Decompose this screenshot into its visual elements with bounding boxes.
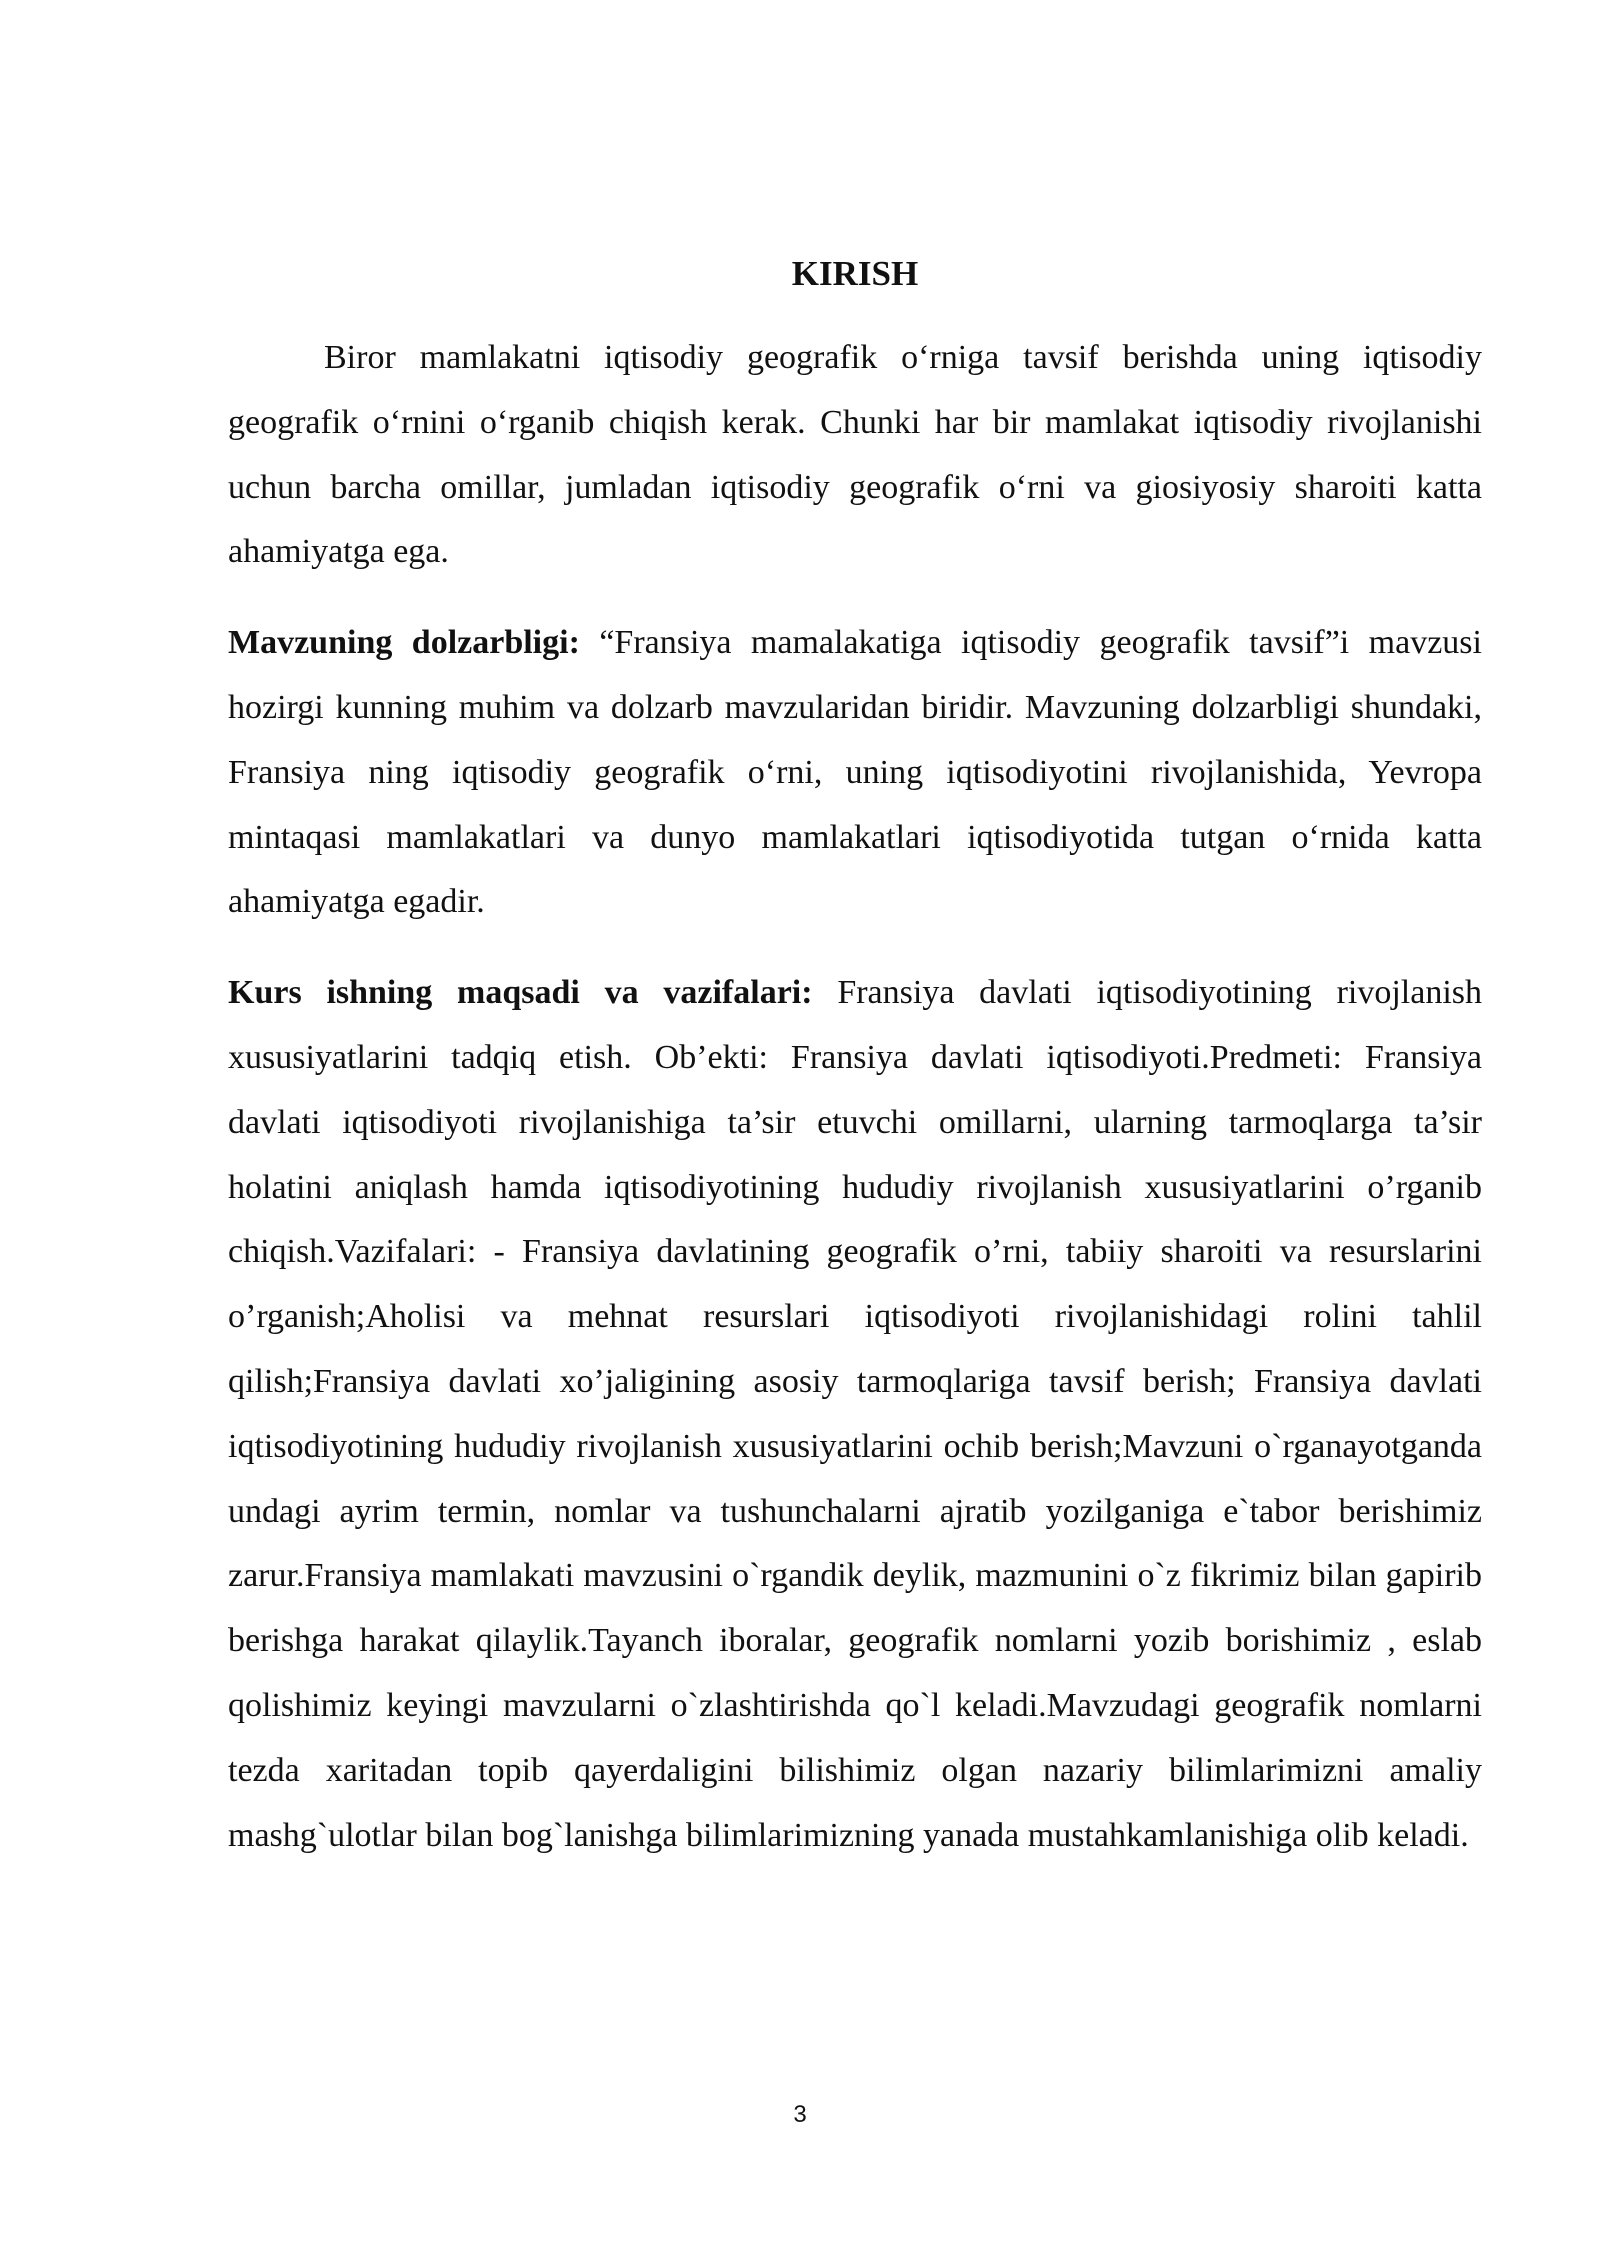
relevance-heading: Mavzuning dolzarbligi:	[228, 624, 580, 662]
intro-paragraph-text: Biror mamlakatni iqtisodiy geografik o‘rniga tavsif berishda uning iqtisodiy geografik o‘rnini o‘rganib chiqish kerak. Chunki har bir mamlakat iqtisodiy rivojlanishi uchun barcha omillar, jumladan iqtisodiy geografik o‘rni va giosiyosiy sharoiti katta ahamiyatga ega.	[228, 339, 1482, 571]
page-title: KIRISH	[791, 254, 919, 293]
relevance-paragraph	[228, 611, 1482, 935]
relevance-paragraph-text: “Fransiya mamalakatiga iqtisodiy geografik tavsif”i mavzusi hozirgi kunning muhim va dolzarb mavzularidan biridir. Mavzuning dolzarbligi shundaki, Fransiya ning iqtisodiy geografik o‘rni, uning iqtisodiyotini rivojlanishida, Yevropa mintaqasi mamlakatlari va dunyo mamlakatlari iqtisodiyotida tutgan o‘rnida katta ahamiyatga egadir.	[228, 624, 1482, 921]
page-content	[228, 252, 1482, 1868]
page-number: 3	[793, 2101, 807, 2128]
goals-paragraph	[228, 961, 1482, 1868]
goals-heading: Kurs ishning maqsadi va vazifalari:	[228, 974, 813, 1012]
goals-paragraph-text: Fransiya davlati iqtisodiyotining rivojlanish xususiyatlarini tadqiq etish. Ob’ekti: Fransiya davlati iqtisodiyoti.Predmeti: Fransiya davlati iqtisodiyoti rivojlanishiga ta’sir etuvchi omillarni, ularning tarmoqlarga ta’sir holatini aniqlash hamda iqtisodiyotining hududiy rivojlanish xususiyatlarini o’rganib chiqish.Vazifalari: - Fransiya davlatining geografik o’rni, tabiiy sharoiti va resurslarini o’rganish;Aholisi va mehnat resurslari iqtisodiyoti rivojlanishidagi rolini tahlil qilish;Fransiya davlati xo’jaligining asosiy tarmoqlariga tavsif berish; Fransiya davlati iqtisodiyotining hududiy rivojlanish xususiyatlarini ochib berish;Mavzuni o`rganayotganda undagi ayrim termin, nomlar va tushunchalarni ajratib yozilganiga e`tabor berishimiz zarur.Fransiya mamlakati mavzusini o`rgandik deylik, mazmunini o`z fikrimiz bilan gapirib berishga harakat qilaylik.Tayanch iboralar, geografik nomlarni yozib borishimiz , eslab qolishimiz keyingi mavzularni o`zlashtirishda qo`l keladi.Mavzudagi geografik nomlarni tezda xaritadan topib qayerdaligini bilishimiz olgan nazariy bilimlarimizni amaliy mashg`ulotlar bilan bog`lanishga bilimlarimizning yanada mustahkamlanishiga olib keladi.	[228, 974, 1482, 1854]
intro-paragraph	[228, 326, 1482, 585]
